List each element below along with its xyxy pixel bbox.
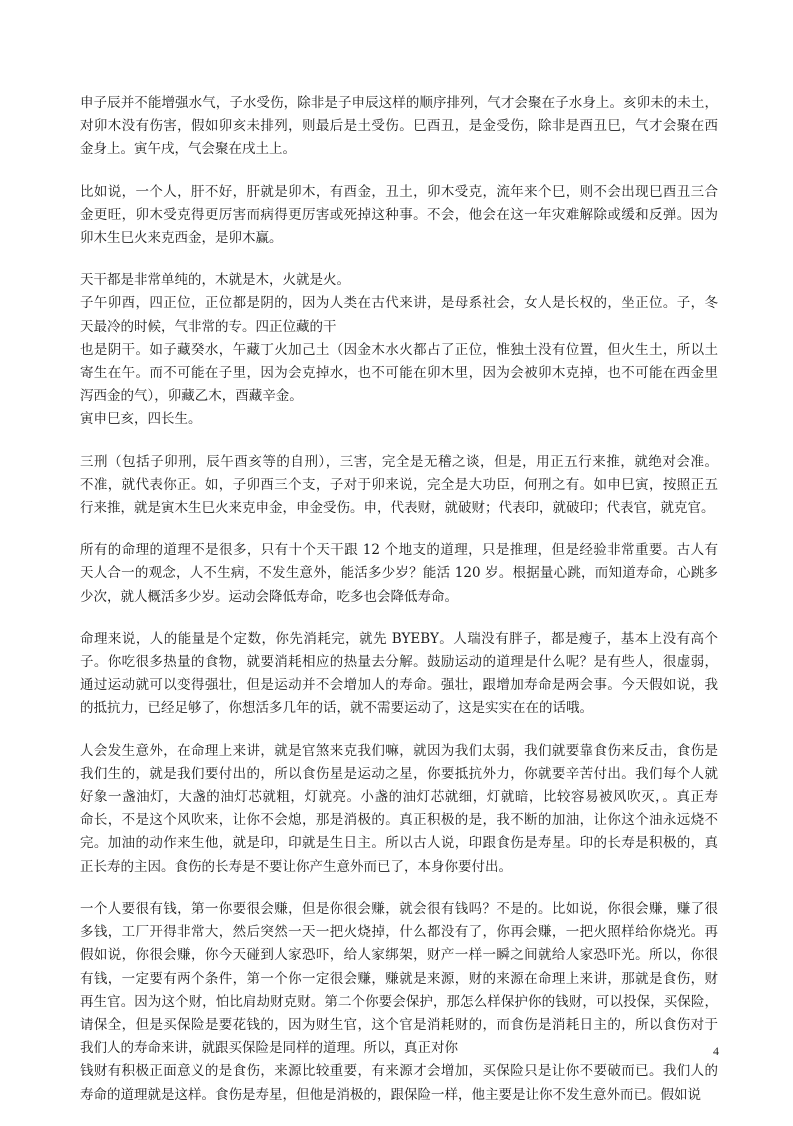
text-line: 比如说，一个人，肝不好，肝就是卯木，有酉金，丑土，卯木受克，流年来个巳，则不会出现巳酉丑三合 <box>80 183 718 200</box>
text-line: 一个人要很有钱，第一你要很会赚，但是你很会赚，就会很有钱吗？不是的。比如说，你很会赚，赚了很 <box>80 900 718 917</box>
text-line: 我们人的寿命来讲，就跟买保险是同样的道理。所以，真正对你 <box>80 1040 458 1057</box>
text-line: 金更旺，卯木受克得更厉害而病得更厉害或死掉这种事。不会，他会在这一年灾难解除或缓和反弹。因为 <box>80 206 718 223</box>
text-line: 寅申巳亥，四长生。 <box>80 411 202 428</box>
paragraph <box>80 740 718 879</box>
text-line: 人会发生意外，在命理上来讲，就是官煞来克我们嘛，就因为我们太弱，我们就要靠食伤来反击，食伤是 <box>80 742 718 759</box>
text-line: 子午卯酉，四正位，正位都是阴的，因为人类在古代来讲，是母系社会，女人是长权的，坐正位。子，冬 <box>80 295 718 312</box>
paragraph <box>80 898 718 1107</box>
text-line: 我们生的，就是我们要付出的，所以食伤星是运动之星，你要抵抗外力，你就要辛苦付出。我们每个人就 <box>80 765 718 782</box>
text-line: 请保全，但是买保险是要花钱的，因为财生官，这个官是消耗财的，而食伤是消耗日主的，所以食伤对于 <box>80 1016 718 1033</box>
text-line: 天人合一的观念，人不生病，不发生意外，能活多少岁？能活 120 岁。根据量心跳，而知道寿命，心跳多 <box>80 565 718 582</box>
paragraph <box>80 269 718 431</box>
text-line: 三刑（包括子卯刑，辰午酉亥等的自刑），三害，完全是无稽之谈，但是，用正五行来推，就绝对会准。 <box>80 453 718 470</box>
document-page <box>80 92 718 1126</box>
text-line: 多钱，工厂开得非常大，然后突然一天一把火烧掉，什么都没有了，你再会赚，一把火照样给你烧光。再 <box>80 924 718 941</box>
text-line: 行来推，就是寅木生巳火来克申金，申金受伤。申，代表财，就破财；代表印，就破印；代表官，就克官。 <box>80 500 715 517</box>
text-line: 钱财有积极正面意义的是食伤，来源比较重要，有来源才会增加，买保险只是让你不要破而已。我们人的 <box>80 1063 718 1080</box>
text-line: 泻西金的气），卯藏乙木，酉藏辛金。 <box>80 388 303 405</box>
text-line: 命长，不是这个风吹来，让你不会熄，那是消极的。真正积极的是，我不断的加油，让你这个油永远烧不 <box>80 812 718 829</box>
paragraph <box>80 181 718 251</box>
text-line: 的抵抗力，已经足够了，你想活多几年的话，就不需要运动了，这是实实在在的话哦。 <box>80 700 593 717</box>
text-line: 正长寿的主因。食伤的长寿是不要让你产生意外而已了，本身你要付出。 <box>80 858 512 875</box>
text-line: 不准，就代表你正。如，子卯酉三个支，子对于卯来说，完全是大功臣，何刑之有。如申巳寅，按照正五 <box>80 476 718 493</box>
text-line: 命理来说，人的能量是个定数，你先消耗完，就先 BYEBY。人瑞没有胖子，都是瘦子，基本上没有高个 <box>80 630 718 647</box>
paragraph <box>80 628 718 721</box>
text-line: 申子辰并不能增强水气，子水受伤，除非是子申辰这样的顺序排列，气才会聚在子水身上。亥卯未的未土， <box>80 95 718 111</box>
text-line: 卯木生巳火来克西金，是卯木赢。 <box>80 230 283 247</box>
text-line: 天最冷的时候，气非常的专。四正位藏的干 <box>80 318 337 335</box>
text-line: 所有的命理的道理不是很多，只有十个天干跟 12 个地支的道理，只是推理，但是经验非常重要。古人有 <box>80 542 718 559</box>
text-line: 假如说，你很会赚，你今天碰到人家恐吓，给人家绑架，财产一样一瞬之间就给人家恐吓光。所以，你很 <box>80 947 718 964</box>
text-line: 金身上。寅午戌，气会聚在戌土上。 <box>80 141 296 158</box>
text-line: 天干都是非常单纯的，木就是木，火就是火。 <box>80 272 350 289</box>
text-line: 寄生在午。而不可能在子里，因为会克掉水，也不可能在卯木里，因为会被卯木克掉，也不可能在西金里 <box>80 365 718 382</box>
text-line: 少次，就人概活多少岁。运动会降低寿命，吃多也会降低寿命。 <box>80 588 458 605</box>
paragraph <box>80 539 718 609</box>
text-line: 对卯木没有伤害，假如卯亥未排列，则最后是土受伤。巳酉丑，是金受伤，除非是酉丑巳，气才会聚在西 <box>80 118 718 135</box>
text-line: 寿命的道理就是这样。食伤是寿星，但他是消极的，跟保险一样，他主要是让你不发生意外而已。假如说 <box>80 1086 701 1103</box>
text-line: 通过运动就可以变得强壮，但是运动并不会增加人的寿命。强壮，跟增加寿命是两会事。今天假如说，我 <box>80 677 718 694</box>
text-line: 完。加油的动作来生他，就是印，印就是生日主。所以古人说，印跟食伤是寿星。印的长寿是积极的，真 <box>80 835 718 852</box>
text-line: 好象一盏油灯，大盏的油灯芯就粗，灯就亮。小盏的油灯芯就细，灯就暗，比较容易被风吹灭，。真正寿 <box>80 789 718 806</box>
text-line: 有钱，一定要有两个条件，第一个你一定很会赚，赚就是来源，财的来源在命理上来讲，那就是食伤，财 <box>80 970 718 987</box>
text-line: 子。你吃很多热量的食物，就要消耗相应的热量去分解。鼓励运动的道理是什么呢？是有些人，很虚弱， <box>80 654 718 671</box>
page-number: 4 <box>713 1044 719 1058</box>
paragraph <box>80 92 718 162</box>
paragraph <box>80 451 718 521</box>
text-line: 再生官。因为这个财，怕比肩劫财克财。第二个你要会保护，那怎么样保护你的钱财，可以投保，买保险， <box>80 993 718 1010</box>
text-line: 也是阴干。如子藏癸水，午藏丁火加己土（因金木水火都占了正位，惟独土没有位置，但火生土，所以土 <box>80 341 718 358</box>
